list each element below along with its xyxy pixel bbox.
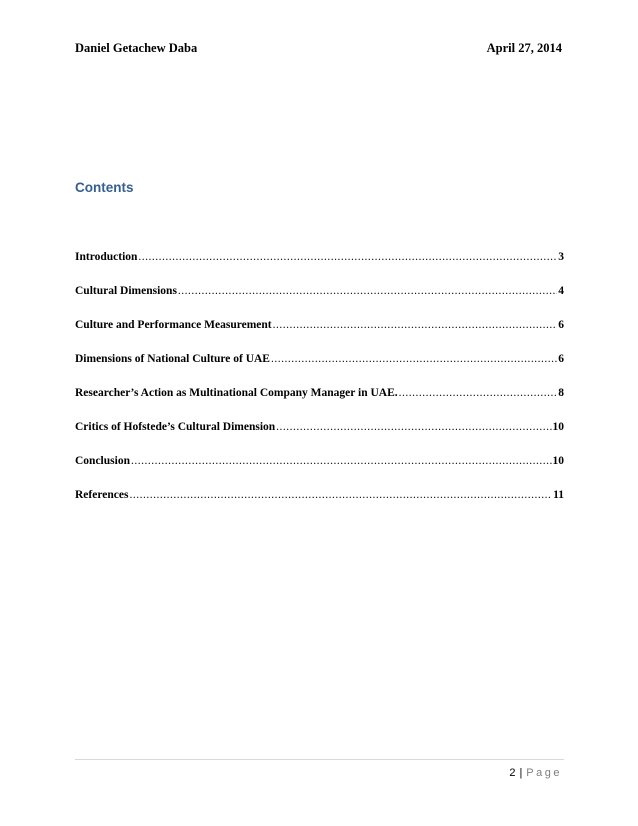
- footer-page-number: 2: [509, 767, 516, 779]
- toc-entry-page: 10: [552, 455, 564, 467]
- footer-page-label: Page: [526, 767, 562, 779]
- toc-dot-leader: [399, 385, 558, 401]
- toc-entry-page: 4: [558, 285, 564, 297]
- toc-entry-title: Cultural Dimensions: [75, 285, 177, 297]
- toc-dot-leader: [273, 317, 558, 333]
- toc-entry-introduction[interactable]: [75, 249, 564, 265]
- toc-entry-critics-hofstede[interactable]: [75, 419, 564, 435]
- toc-dot-leader: [129, 487, 552, 503]
- footer-divider: [75, 759, 564, 760]
- toc-entry-national-culture-uae[interactable]: [75, 351, 564, 367]
- header-date: April 27, 2014: [486, 41, 562, 55]
- toc-entry-page: 6: [558, 319, 564, 331]
- page-footer: [509, 767, 562, 779]
- toc-dot-leader: [131, 453, 552, 469]
- toc-entry-title: Culture and Performance Measurement: [75, 319, 272, 331]
- toc-entry-page: 10: [552, 421, 564, 433]
- toc-entry-title: References: [75, 489, 129, 501]
- toc-entry-page: 3: [558, 251, 564, 263]
- toc-dot-leader: [271, 351, 557, 367]
- toc-entry-title: Introduction: [75, 251, 138, 263]
- toc-entry-title: Conclusion: [75, 455, 130, 467]
- toc-entry-references[interactable]: [75, 487, 564, 503]
- toc-dot-leader: [138, 249, 557, 265]
- footer-separator: |: [519, 767, 523, 779]
- toc-entry-page: 11: [553, 489, 564, 501]
- toc-entry-cultural-dimensions[interactable]: [75, 283, 564, 299]
- toc-entry-culture-performance[interactable]: [75, 317, 564, 333]
- toc-dot-leader: [276, 419, 551, 435]
- toc-entry-title: Researcher’s Action as Multinational Company Manager in UAE.: [75, 387, 398, 399]
- toc-entry-page: 8: [558, 387, 564, 399]
- toc-entry-title: Dimensions of National Culture of UAE: [75, 353, 270, 365]
- toc-heading: Contents: [75, 180, 134, 195]
- toc-entry-researchers-action[interactable]: [75, 385, 564, 401]
- table-of-contents: [75, 249, 564, 521]
- toc-entry-page: 6: [558, 353, 564, 365]
- header-author: Daniel Getachew Daba: [75, 41, 198, 55]
- toc-entry-conclusion[interactable]: [75, 453, 564, 469]
- toc-dot-leader: [178, 283, 557, 299]
- toc-entry-title: Critics of Hofstede’s Cultural Dimension: [75, 421, 276, 433]
